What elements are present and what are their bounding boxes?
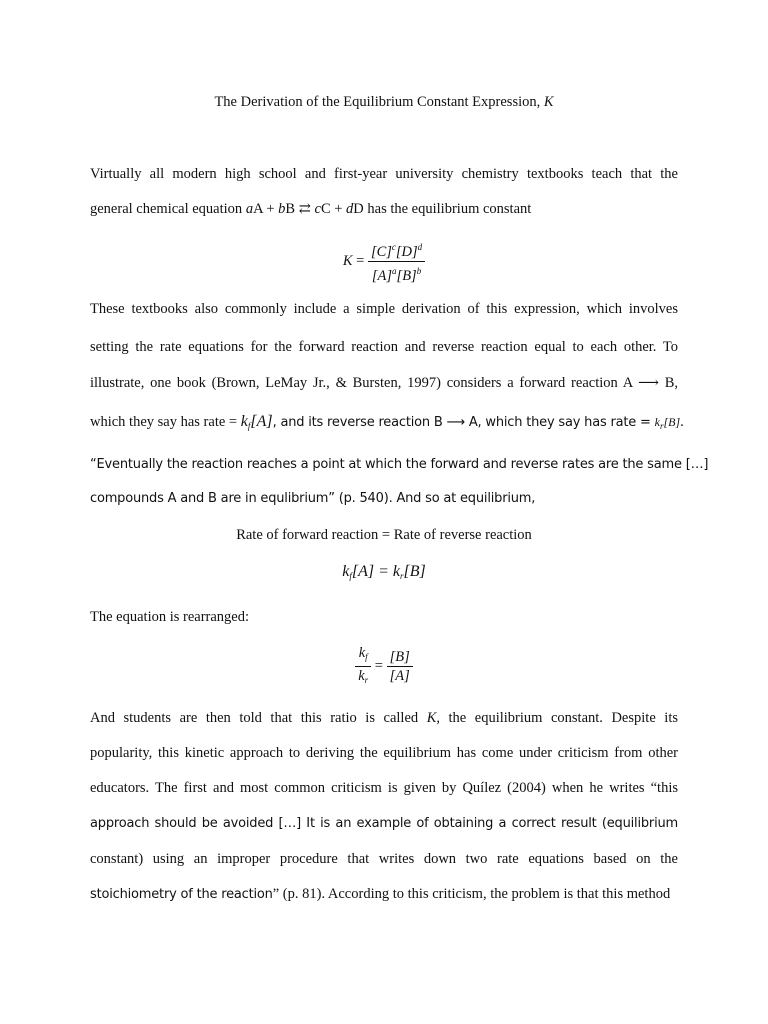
paragraph-3-line-2: popularity, this kinetic approach to deriving the equilibrium has come under criticism from other (90, 745, 678, 761)
rearranged-text: The equation is rearranged: (90, 609, 250, 625)
rate-equality-statement: Rate of forward reaction = Rate of reverse reaction (236, 527, 532, 543)
paragraph-2-line-5: “Eventually the reaction reaches a point at which the forward and reverse rates are the same […] (90, 457, 709, 472)
paragraph-1-line-1: Virtually all modern high school and first-year university chemistry textbooks teach that the (90, 166, 678, 182)
paragraph-3-line-3: educators. The first and most common criticism is given by Quílez (2004) when he writes “this (90, 780, 678, 796)
eq1-lhs: K (342, 252, 353, 269)
paragraph-1-line-2: general chemical equation aA + bB ⇄ cC + dD has the equilibrium constant (90, 201, 532, 217)
eq3-right-fraction: $\frac{[B]}{[A]}$ (387, 648, 413, 685)
paragraph-3-line-1: And students are then told that this ratio is called K, the equilibrium constant. Despite its (90, 710, 678, 726)
equilibrium-constant-equation (0, 238, 768, 285)
paragraph-3-line-6: stoichiometry of the reaction” (p. 81). According to this criticism, the problem is that this method (90, 886, 671, 902)
eq1-fraction: $\frac{[C]^c[D]^d}{[A]^a[B]^b}$ (368, 238, 425, 285)
paragraph-2-line-2: setting the rate equations for the forward reaction and reverse reaction equal to each other. To (90, 339, 678, 355)
title-variable: K (543, 94, 554, 110)
page-title (0, 92, 768, 112)
paragraph-2-line-1: These textbooks also commonly include a simple derivation of this expression, which involves (90, 301, 678, 317)
paragraph-2-line-6: compounds A and B are in equlibrium” (p. 540). And so at equilibrium, (90, 491, 536, 506)
rate-equation: $k_f[A] = k_r[B]$ (342, 563, 426, 581)
title-text: The Derivation of the Equilibrium Constant Expression, (214, 94, 544, 110)
eq1-equals: = (356, 252, 365, 269)
paragraph-3-line-5: constant) using an improper procedure that writes down two rate equations based on the (90, 851, 678, 867)
eq3-left-fraction: $\frac{k_f}{k_r}$ (355, 644, 371, 689)
paragraph-2-line-3: illustrate, one book (Brown, LeMay Jr., & Bursten, 1997) considers a forward reaction A ⟶ B, (90, 375, 678, 391)
paragraph-2-line-4: which they say has rate = $k_f[A]$, and its reverse reaction B ⟶ A, which they say has rate = $k_r[B]$. (90, 413, 684, 431)
eq3-equals: = (374, 657, 383, 674)
paragraph-3-line-4: approach should be avoided […] It is an example of obtaining a correct result (equilibrium (90, 816, 678, 831)
ratio-equation (0, 644, 768, 689)
